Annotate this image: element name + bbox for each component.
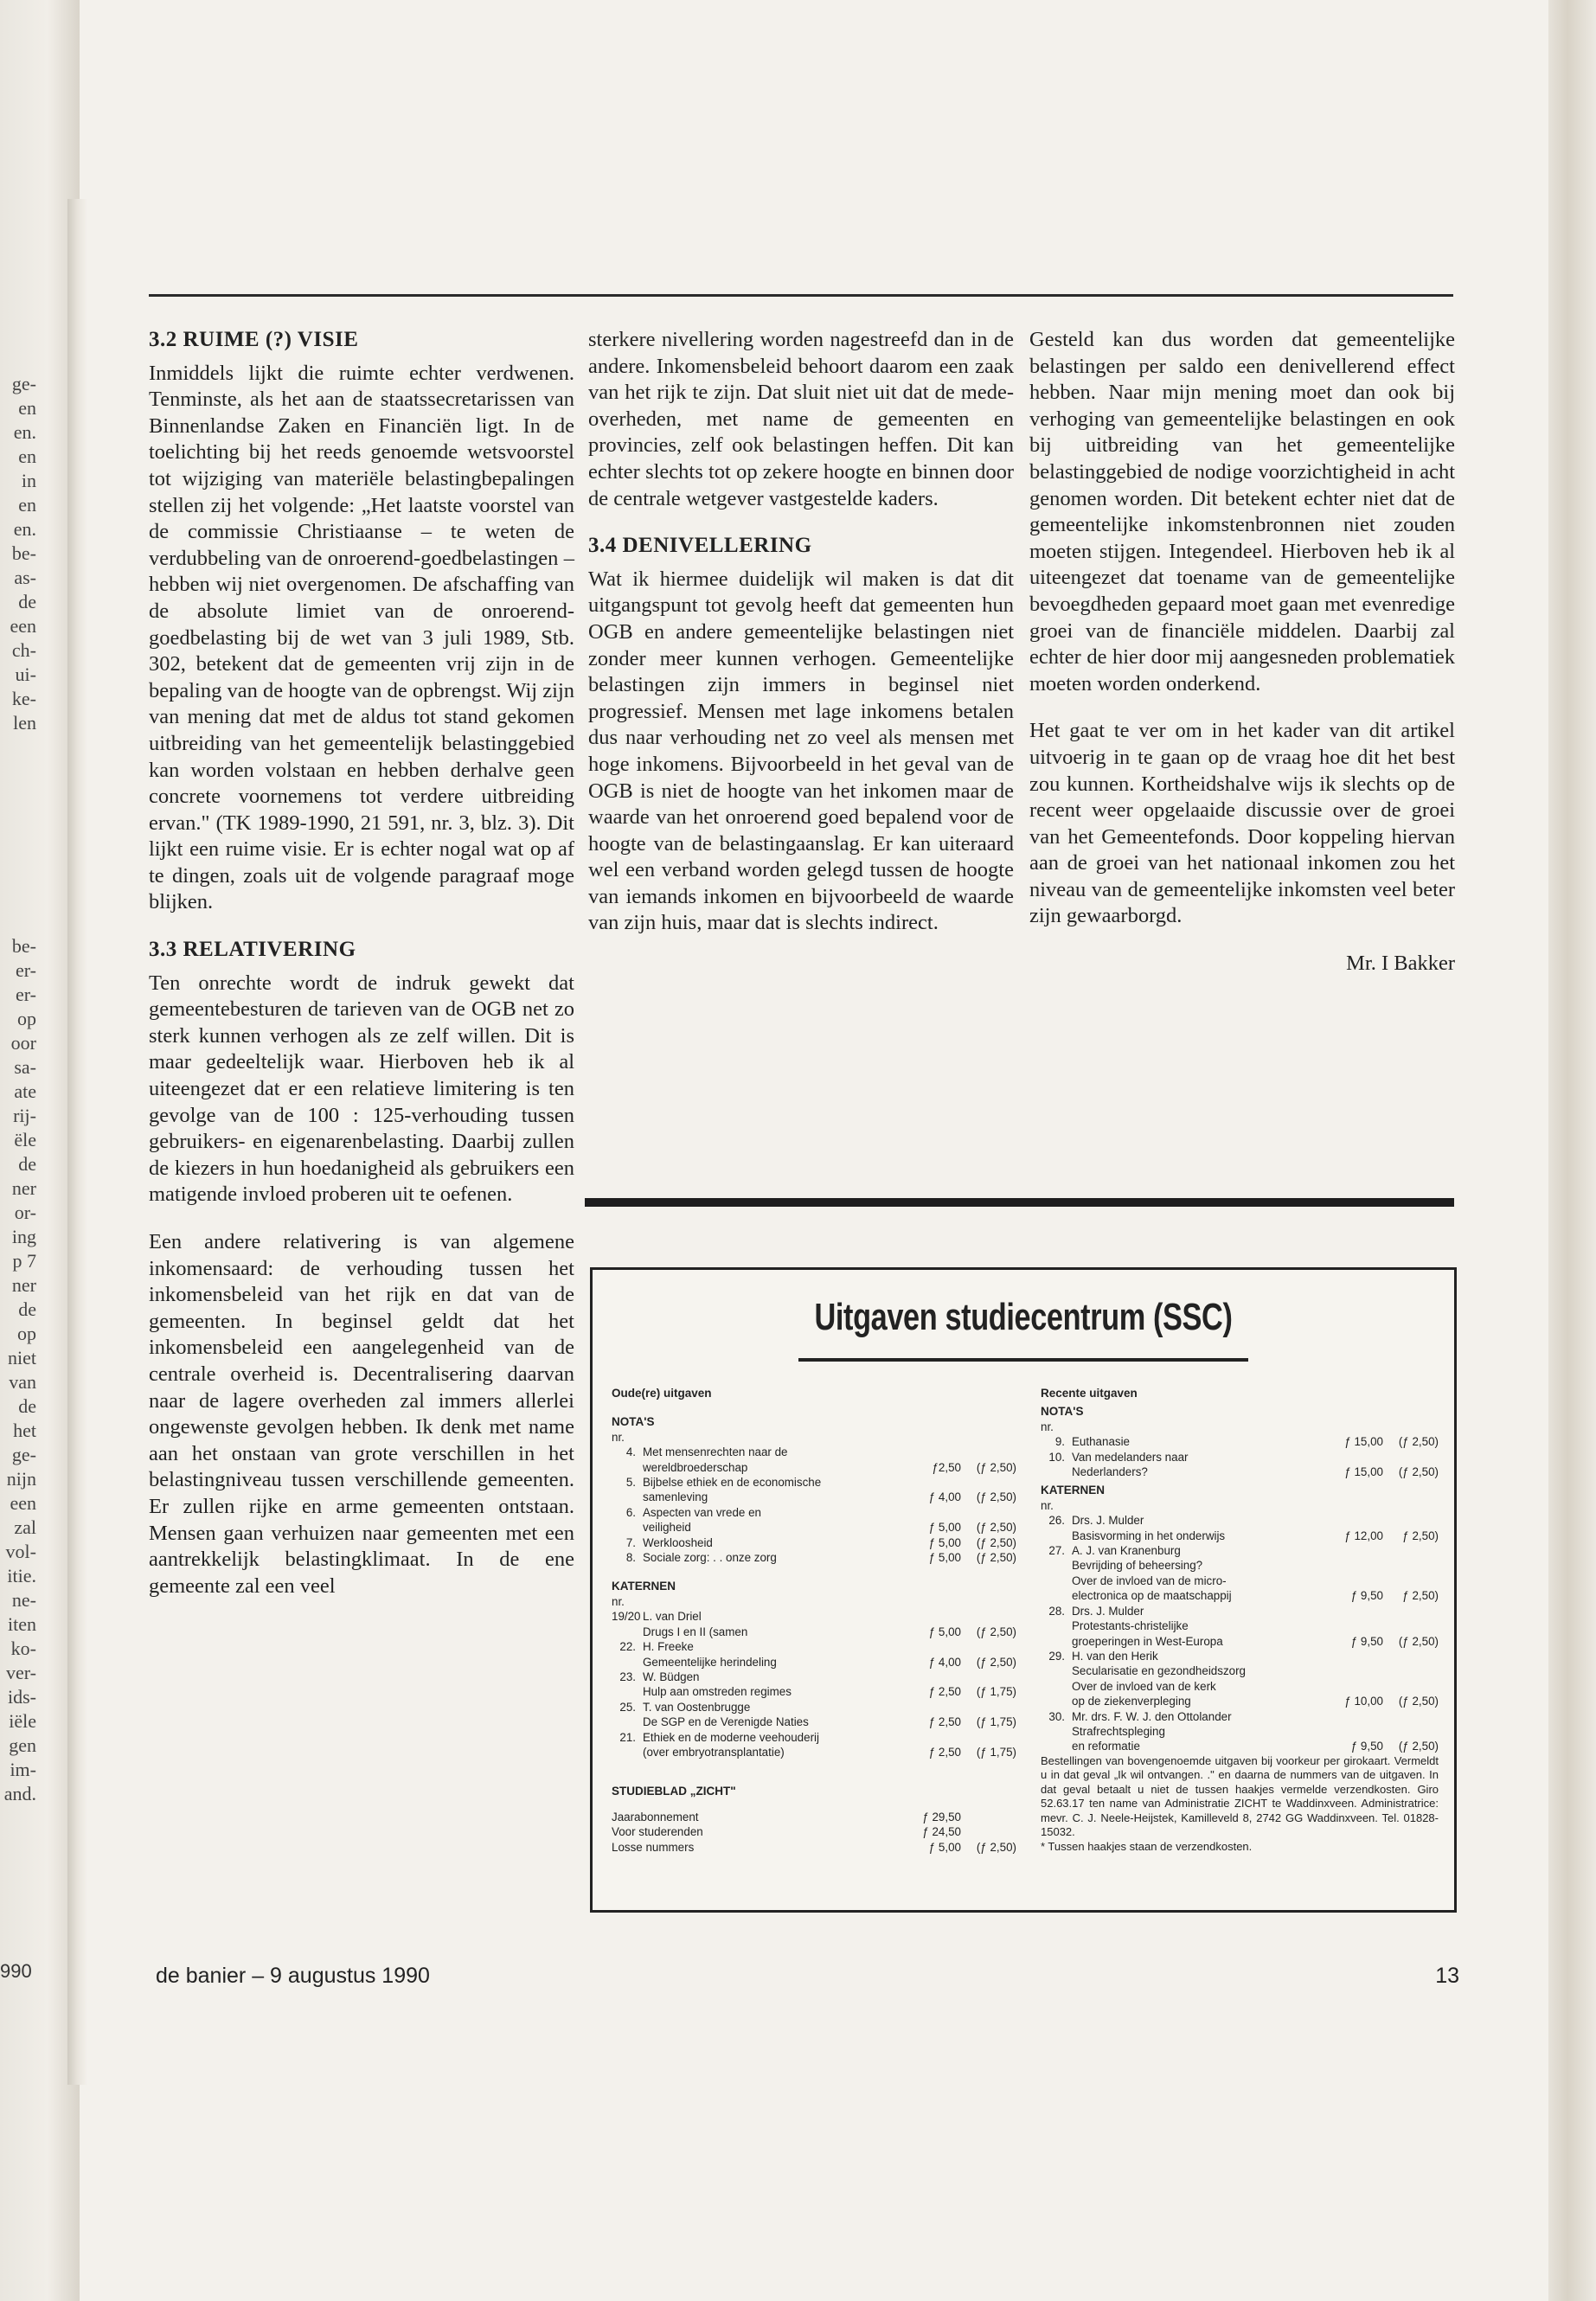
notas-list — [612, 1445, 1016, 1565]
item-title: Secularisatie en gezondheidszorg — [1072, 1664, 1246, 1678]
publication-row — [1041, 1739, 1439, 1753]
item-shipping-cost — [1383, 1709, 1439, 1724]
publication-row — [1041, 1450, 1439, 1465]
item-title: (over embryotransplantatie) — [643, 1745, 785, 1759]
text-fragment: ate — [14, 1080, 36, 1102]
item-number — [612, 1520, 643, 1535]
publication-row — [1041, 1618, 1439, 1633]
item-shipping-cost: (ƒ 2,50) — [976, 1551, 1016, 1565]
publication-row — [612, 1639, 1016, 1654]
item-title: samenleving — [643, 1490, 708, 1504]
item-shipping-cost: (ƒ 2,50) — [976, 1625, 1016, 1638]
text-fragment: ke- — [11, 688, 36, 709]
item-title: De SGP en de Verenigde Naties — [643, 1715, 809, 1729]
item-shipping-cost: (ƒ 2,50) — [976, 1535, 1016, 1549]
item-shipping-cost — [1383, 1450, 1439, 1465]
text-fragment: ids- — [8, 1686, 36, 1708]
text-fragment: im- — [10, 1759, 36, 1780]
text-fragment: er- — [16, 984, 36, 1005]
nr-label: nr. — [1041, 1498, 1054, 1512]
subscription-shipping-cost — [961, 1824, 1016, 1839]
item-title: wereldbroederschap — [643, 1460, 748, 1474]
item-title: Bevrijding of beheersing? — [1072, 1559, 1203, 1573]
item-shipping-cost: (ƒ 2,50) — [976, 1460, 1016, 1474]
item-title: Over de invloed van de kerk — [1072, 1679, 1216, 1693]
list-header: Oude(re) uitgaven — [612, 1387, 712, 1400]
katernen-list — [1041, 1513, 1439, 1754]
item-shipping-cost — [1383, 1649, 1439, 1663]
text-fragment: sa- — [14, 1056, 36, 1078]
item-number: 28. — [1048, 1604, 1065, 1618]
item-price: ƒ 2,50 — [928, 1745, 961, 1759]
item-number — [1041, 1694, 1072, 1708]
item-shipping-cost: (ƒ 2,50) — [1398, 1695, 1439, 1708]
item-number — [612, 1715, 643, 1729]
item-number: 10. — [1048, 1450, 1065, 1464]
item-number — [1041, 1739, 1072, 1753]
item-shipping-cost: (ƒ 2,50) — [976, 1655, 1016, 1669]
item-title: Aspecten van vrede en — [643, 1505, 761, 1519]
publication-row — [1041, 1465, 1439, 1479]
item-shipping-cost — [1383, 1724, 1439, 1739]
studieblad-list — [612, 1810, 1016, 1855]
item-price: ƒ 5,00 — [928, 1625, 961, 1638]
text-fragment: een — [10, 1492, 36, 1514]
section-heading: 3.3 RELATIVERING — [149, 938, 356, 962]
publication-row — [1041, 1724, 1439, 1739]
publication-row — [1041, 1558, 1439, 1573]
studieblad-label: STUDIEBLAD „ZICHT" — [612, 1785, 736, 1798]
subscription-price: ƒ 24,50 — [922, 1825, 961, 1839]
item-title: Hulp aan omstreden regimes — [643, 1685, 792, 1699]
item-shipping-cost: (ƒ 2,50) — [1398, 1634, 1439, 1648]
item-number: 27. — [1048, 1544, 1065, 1558]
publication-row — [612, 1715, 1016, 1729]
publication-row — [612, 1475, 1016, 1490]
publication-row — [612, 1609, 1016, 1624]
item-title: Strafrechtspleging — [1072, 1724, 1165, 1738]
item-price: ƒ 4,00 — [928, 1490, 961, 1504]
item-number — [1041, 1663, 1072, 1678]
list-header: Recente uitgaven — [1041, 1387, 1138, 1400]
item-title: en reformatie — [1072, 1740, 1140, 1753]
publications-box — [590, 1267, 1457, 1913]
publication-row — [1041, 1543, 1439, 1558]
item-price: ƒ2,50 — [932, 1460, 961, 1474]
text-fragment: niet — [8, 1347, 36, 1368]
item-title: Drs. J. Mulder — [1072, 1604, 1144, 1618]
binding-gutter — [67, 199, 88, 2085]
subscription-label: Jaarabonnement — [612, 1810, 699, 1823]
item-title: Sociale zorg: . . onze zorg — [643, 1551, 777, 1565]
text-fragment: de — [18, 591, 36, 612]
author-signature: Mr. I Bakker — [1346, 952, 1455, 976]
item-price — [911, 1730, 961, 1745]
publication-row — [1041, 1634, 1439, 1649]
item-shipping-cost: (ƒ 2,50) — [1398, 1740, 1439, 1753]
item-price: ƒ 2,50 — [928, 1715, 961, 1729]
notas-list — [1041, 1434, 1439, 1479]
text-fragment: vol- — [5, 1541, 36, 1562]
item-price — [1333, 1724, 1383, 1739]
text-fragment: len — [13, 712, 36, 734]
publication-row — [612, 1625, 1016, 1639]
item-shipping-cost — [1383, 1558, 1439, 1573]
item-shipping-cost — [1383, 1604, 1439, 1618]
paragraph: Een andere relativering is van algemene inkomensaard: de verhouding tussen het inkomensbeleid van het rijk en dat van de gemeenten. In beginsel geldt dat het inkomensbeleid een aangelegenheid van de centrale overheid is. Decentralisering daarvan naar de lagere overheden zal immers allerlei ongewenste gevolgen hebben. Ik denk met name aan het onstaan van grote verschillen in het belastingniveau tussen verschillende gemeenten. Er zullen rijke en arme gemeenten ontstaan. Mensen gaan verhuizen naar gemeenten met een aantrekkelijk belastingklimaat. In de ene gemeente zal een veel — [149, 1230, 574, 1598]
publication-row — [612, 1550, 1016, 1565]
item-title: Ethiek en de moderne veehouderij — [643, 1730, 819, 1744]
item-price — [1333, 1649, 1383, 1663]
publication-row — [1041, 1694, 1439, 1708]
item-price — [911, 1639, 961, 1654]
item-shipping-cost — [961, 1445, 1016, 1459]
katernen-label: KATERNEN — [612, 1580, 676, 1593]
text-fragment: rij- — [13, 1105, 36, 1126]
publication-row — [612, 1505, 1016, 1520]
notas-label: NOTA'S — [1041, 1405, 1084, 1419]
item-number: 23. — [619, 1670, 636, 1683]
top-rule — [149, 294, 1453, 297]
text-fragment: ing — [11, 1226, 36, 1247]
item-shipping-cost — [961, 1475, 1016, 1490]
item-title: T. van Oostenbrugge — [643, 1700, 751, 1714]
text-fragment: ui- — [15, 663, 36, 685]
item-title: W. Büdgen — [643, 1670, 700, 1683]
subscription-row — [612, 1810, 1016, 1824]
text-fragment: ële — [14, 1129, 36, 1150]
publication-row — [1041, 1709, 1439, 1724]
publication-row — [1041, 1574, 1439, 1588]
item-number: 19/20 — [612, 1610, 641, 1624]
paragraph: Het gaat te ver om in het kader van dit artikel uitvoerig in te gaan op de vraag hoe dit het best zou kunnen. Kortheidshalve wijs ik slechts op de recent weer opgelaaide discussie over de groei van het Gemeentefonds. Door koppeling hiervan aan de groei van het nationaal inkomen zou het niveau van de gemeentelijke inkomsten veel beter zijn gewaarborgd. — [1029, 719, 1455, 928]
item-number: 29. — [1048, 1649, 1065, 1663]
item-number — [612, 1490, 643, 1504]
paragraph: Ten onrechte wordt de indruk gewekt dat gemeentebesturen de tarieven van de OGB net zo sterk kunnen verhogen als ze zelf willen. Dit is maar gedeeltelijk waar. Hierboven heb ik al uiteengezet dat er een relatieve limitering is ten gevolge van de 100 : 125-verhouding tussen gebruikers- en eigenarenbelasting. Daarbij zullen de kiezers in hun hoedanigheid als gebruikers een matigende invloed proberen uit te oefenen. — [149, 971, 574, 1207]
text-fragment: de — [18, 1298, 36, 1320]
text-fragment: gen — [9, 1734, 36, 1756]
recent-publications — [1041, 1382, 1439, 1854]
item-title: Bijbelse ethiek en de economische — [643, 1476, 822, 1490]
item-price — [911, 1670, 961, 1684]
item-price — [911, 1475, 961, 1490]
item-shipping-cost — [961, 1700, 1016, 1715]
nr-label: nr. — [612, 1594, 625, 1608]
item-price — [1333, 1663, 1383, 1678]
item-number — [612, 1625, 643, 1639]
text-fragment: as- — [14, 567, 36, 588]
item-price — [911, 1445, 961, 1459]
item-price — [911, 1700, 961, 1715]
text-fragment: ner — [11, 1274, 36, 1296]
text-fragment: or- — [14, 1202, 36, 1223]
item-price: ƒ 12,00 — [1344, 1529, 1383, 1542]
text-fragment: iële — [9, 1710, 36, 1732]
text-fragment: oor — [10, 1032, 36, 1054]
item-shipping-cost: ƒ 2,50) — [1402, 1589, 1439, 1603]
publication-row — [1041, 1434, 1439, 1449]
text-fragment: and. — [3, 1783, 36, 1804]
nr-label: nr. — [1041, 1420, 1054, 1433]
paragraph: Inmiddels lijkt die ruimte echter verdwenen. Tenminste, als het aan de staatssecretarissen van Binnenlandse Zaken en Financiën ligt. In de toelichting bij het reeds genoemde wetsvoorstel tot wijziging van materiële belastingbepalingen stellen zij het volgende: „Het laatste voorstel van de commissie Christiaanse – te weten de verdubbeling van de onroerend-goedbelastingen – hebben wij niet overgenomen. De afschaffing van de absolute limiet van de onroerend-goedbelasting bij de wet van 3 juli 1989, Stb. 302, betekent dat de gemeenten vrij zijn in de bepaling van de hoogte van de opbrengst. Wij zijn van mening dat met de aldus tot stand gekomen uitbreiding van het gemeentelijk belastinggebied kan worden volstaan en hebben derhalve geen concrete voornemens tot verdere uitbreiding ervan." (TK 1989-1990, 21 591, nr. 3, blz. 3). Dit lijkt een ruime visie. Er is echter nogal wat op af te dingen, zoals uit de volgende paragraaf moge blijken. — [149, 361, 574, 914]
text-fragment: be- — [11, 542, 36, 564]
text-fragment: en. — [13, 518, 36, 540]
nr-label: nr. — [612, 1430, 625, 1444]
item-number — [612, 1655, 643, 1670]
katernen-label: KATERNEN — [1041, 1484, 1105, 1497]
item-title: H. Freeke — [643, 1640, 694, 1654]
item-shipping-cost — [1383, 1679, 1439, 1694]
item-price — [1333, 1513, 1383, 1528]
item-number: 8. — [625, 1551, 636, 1565]
text-fragment: de — [18, 1153, 36, 1175]
item-title: veiligheid — [643, 1521, 691, 1535]
item-title: A. J. van Kranenburg — [1072, 1544, 1181, 1558]
subscription-label: Losse nummers — [612, 1840, 695, 1854]
publication-row — [1041, 1529, 1439, 1543]
text-fragment: op — [17, 1008, 36, 1029]
item-title: Basisvorming in het onderwijs — [1072, 1529, 1226, 1542]
item-number — [1041, 1724, 1072, 1739]
text-fragment: ge- — [11, 1444, 36, 1465]
item-title: H. van den Herik — [1072, 1649, 1158, 1663]
item-price: ƒ 5,00 — [928, 1521, 961, 1535]
text-fragment: ge- — [11, 373, 36, 394]
column-2 — [588, 327, 1014, 958]
item-price — [1333, 1574, 1383, 1588]
item-shipping-cost: (ƒ 2,50) — [1398, 1435, 1439, 1449]
publication-row — [1041, 1649, 1439, 1663]
publication-row — [612, 1520, 1016, 1535]
item-shipping-cost: (ƒ 1,75) — [976, 1715, 1016, 1729]
text-fragment: ner — [11, 1177, 36, 1199]
item-title: L. van Driel — [643, 1610, 702, 1624]
item-title: op de ziekenverpleging — [1072, 1695, 1191, 1708]
text-fragment: in — [21, 470, 36, 491]
column-3 — [1029, 327, 1455, 977]
item-title: Drugs I en II (samen — [643, 1625, 748, 1638]
publication-row — [612, 1460, 1016, 1475]
subscription-shipping-cost — [961, 1810, 1016, 1824]
item-number: 4. — [625, 1445, 636, 1459]
item-number: 26. — [1048, 1514, 1065, 1528]
previous-page-text-fragments — [0, 372, 36, 735]
item-price — [1333, 1709, 1383, 1724]
item-number — [1041, 1558, 1072, 1573]
item-price — [911, 1609, 961, 1624]
item-price — [911, 1505, 961, 1520]
title-underline — [798, 1358, 1248, 1362]
item-price: ƒ 15,00 — [1344, 1465, 1383, 1479]
item-shipping-cost: (ƒ 2,50) — [1398, 1465, 1439, 1479]
footer-publication: de banier – 9 augustus 1990 — [156, 1964, 430, 1988]
publication-row — [612, 1730, 1016, 1745]
publication-row — [1041, 1513, 1439, 1528]
item-number: 6. — [625, 1505, 636, 1519]
item-shipping-cost: ƒ 2,50) — [1402, 1529, 1439, 1542]
item-shipping-cost: (ƒ 2,50) — [976, 1521, 1016, 1535]
order-instructions: Bestellingen van bovengenoemde uitgaven bij voorkeur per girokaart. Vermeldt u in dat geval „Ik wil ontvangen. ." en daarna de nummers van de uitgaven. In dat geval betaalt u niet de tussen haakjes vermelde verzendkosten. Giro 52.63.17 ten name van Administratie ZICHT te Waddinxveen. Administratrice: mevr. C. J. Neele-Heijstek, Kamilleveld 8, 2742 GG Waddinxveen. Tel. 01828-15032. — [1041, 1753, 1439, 1839]
text-fragment: zal — [14, 1516, 36, 1538]
item-price — [1333, 1450, 1383, 1465]
item-price: ƒ 5,00 — [928, 1551, 961, 1565]
text-fragment: itie. — [7, 1565, 36, 1586]
subscription-label: Voor studerenden — [612, 1825, 703, 1839]
item-shipping-cost — [1383, 1543, 1439, 1558]
section-heading: 3.4 DENIVELLERING — [588, 534, 812, 558]
text-fragment: en — [18, 445, 36, 467]
publication-row — [612, 1745, 1016, 1759]
column-1 — [149, 327, 574, 1620]
publication-row — [612, 1445, 1016, 1459]
item-shipping-cost — [961, 1639, 1016, 1654]
item-title: Over de invloed van de micro- — [1072, 1574, 1227, 1587]
publication-row — [1041, 1604, 1439, 1618]
text-fragment: op — [17, 1323, 36, 1344]
text-fragment: nijn — [6, 1468, 36, 1490]
item-price: ƒ 4,00 — [928, 1655, 961, 1669]
previous-page-number: 990 — [0, 1960, 32, 1982]
publication-row — [612, 1535, 1016, 1550]
item-price — [1333, 1558, 1383, 1573]
text-fragment: iten — [8, 1613, 36, 1635]
item-shipping-cost — [1383, 1574, 1439, 1588]
text-fragment: be- — [11, 935, 36, 957]
paragraph: Wat ik hiermee duidelijk wil maken is dat dit uitgangspunt tot gevolg heeft dat gemeenten hun OGB en andere gemeentelijke belastingen niet zonder meer kunnen verhogen. Gemeentelijke belastingen zijn immers in beginsel niet progressief. Mensen met lage inkomens betalen dus naar verhouding net zo veel als mensen met hoge inkomens. Bijvoorbeeld in het geval van de OGB is niet de hoogte van het inkomen maar de waarde van het onroerend goed bepalend voor de hoogte van de belastingaanslag. Er kan uiteraard wel een verband worden gelegd tussen de hoogte van iemands inkomen en bijvoorbeeld de waarde van zijn huis, maar dat is slechts indirect. — [588, 567, 1014, 935]
item-title: Protestants-christelijke — [1072, 1619, 1189, 1633]
item-shipping-cost — [961, 1505, 1016, 1520]
item-number: 9. — [1054, 1435, 1065, 1449]
footnote: * Tussen haakjes staan de verzendkosten. — [1041, 1839, 1253, 1853]
item-title: groeperingen in West-Europa — [1072, 1634, 1223, 1648]
text-fragment: van — [9, 1371, 36, 1393]
item-number — [1041, 1529, 1072, 1543]
item-title: Van medelanders naar — [1072, 1450, 1189, 1464]
page-stack-edge — [1548, 0, 1596, 2301]
item-title: Drs. J. Mulder — [1072, 1514, 1144, 1528]
item-shipping-cost: (ƒ 1,75) — [976, 1685, 1016, 1699]
text-fragment: een — [10, 615, 36, 637]
publication-row — [612, 1684, 1016, 1699]
text-fragment: en — [18, 397, 36, 419]
text-fragment: ne- — [11, 1589, 36, 1611]
item-price: ƒ 5,00 — [928, 1535, 961, 1549]
notas-label: NOTA'S — [612, 1415, 655, 1429]
publication-row — [612, 1655, 1016, 1670]
text-fragment: de — [18, 1395, 36, 1417]
box-title: Uitgaven studiecentrum (SSC) — [814, 1296, 1233, 1338]
item-price: ƒ 9,50 — [1350, 1589, 1383, 1603]
previous-page-text-fragments — [0, 934, 36, 1806]
item-price: ƒ 10,00 — [1344, 1695, 1383, 1708]
text-fragment: het — [13, 1420, 36, 1441]
text-fragment: p 7 — [12, 1250, 36, 1272]
item-number — [1041, 1465, 1072, 1479]
publication-row — [1041, 1588, 1439, 1603]
publication-row — [1041, 1663, 1439, 1678]
item-number: 7. — [625, 1535, 636, 1549]
item-price: ƒ 9,50 — [1350, 1740, 1383, 1753]
item-price — [1333, 1604, 1383, 1618]
item-number: 5. — [625, 1476, 636, 1490]
publication-row — [612, 1670, 1016, 1684]
item-price: ƒ 15,00 — [1344, 1435, 1383, 1449]
item-number — [1041, 1618, 1072, 1633]
item-number — [1041, 1574, 1072, 1588]
item-title: Gemeentelijke herindeling — [643, 1655, 777, 1669]
older-publications — [612, 1382, 1016, 1855]
text-fragment: ko- — [10, 1638, 36, 1659]
text-fragment: en — [18, 494, 36, 516]
page-number: 13 — [1435, 1964, 1459, 1988]
item-shipping-cost — [961, 1609, 1016, 1624]
katernen-list — [612, 1609, 1016, 1759]
item-shipping-cost — [961, 1670, 1016, 1684]
subscription-price: ƒ 29,50 — [922, 1810, 961, 1823]
item-shipping-cost: (ƒ 2,50) — [976, 1490, 1016, 1504]
section-heading: 3.2 RUIME (?) VISIE — [149, 328, 359, 351]
subscription-row — [612, 1840, 1016, 1855]
item-number — [612, 1460, 643, 1475]
item-number — [612, 1684, 643, 1699]
section-divider — [585, 1198, 1454, 1207]
item-title: Werkloosheid — [643, 1535, 713, 1549]
item-price — [1333, 1618, 1383, 1633]
paragraph: sterkere nivellering worden nagestreefd dan in de andere. Inkomensbeleid behoort daarom een zaak van het rijk te zijn. Dat sluit niet uit dat de mede-overheden, met name de gemeenten en provincies, zelf ook belastingen heffen. Dit kan echter slechts tot op zekere hoogte en binnen door de centrale wetgever vastgestelde kaders. — [588, 328, 1014, 510]
subscription-shipping-cost: (ƒ 2,50) — [976, 1840, 1016, 1854]
item-shipping-cost: (ƒ 1,75) — [976, 1745, 1016, 1759]
item-shipping-cost — [1383, 1513, 1439, 1528]
text-fragment: ch- — [11, 639, 36, 661]
item-number — [1041, 1679, 1072, 1694]
item-price — [1333, 1679, 1383, 1694]
item-price: ƒ 2,50 — [928, 1685, 961, 1699]
item-number: 22. — [619, 1640, 636, 1654]
item-price — [1333, 1543, 1383, 1558]
text-fragment: en. — [13, 421, 36, 443]
text-fragment: er- — [16, 959, 36, 981]
item-number: 25. — [619, 1700, 636, 1714]
item-shipping-cost — [1383, 1618, 1439, 1633]
item-number — [1041, 1634, 1072, 1649]
publication-row — [1041, 1679, 1439, 1694]
item-number — [612, 1745, 643, 1759]
item-title: Mr. drs. F. W. J. den Ottolander — [1072, 1709, 1232, 1723]
item-title: electronica op de maatschappij — [1072, 1589, 1232, 1603]
publication-row — [612, 1490, 1016, 1504]
item-number: 30. — [1048, 1709, 1065, 1723]
item-shipping-cost — [1383, 1663, 1439, 1678]
subscription-price: ƒ 5,00 — [928, 1840, 961, 1854]
item-number: 21. — [619, 1730, 636, 1744]
subscription-row — [612, 1824, 1016, 1839]
text-fragment: ver- — [6, 1662, 36, 1683]
item-title: Met mensenrechten naar de — [643, 1445, 788, 1459]
publication-row — [612, 1700, 1016, 1715]
item-title: Euthanasie — [1072, 1435, 1131, 1449]
paragraph: Gesteld kan dus worden dat gemeentelijke belastingen per saldo een denivellerend effect hebben. Naar mijn mening moet dan ook bij verhoging van gemeentelijke belastingen en ook bij uitbreiding van het gemeentelijke belastinggebied de nodige voorzichtigheid in acht genomen worden. Dit betekent echter niet dat de gemeentelijke inkomstenbronnen niet zouden moeten stijgen. Integendeel. Hierboven heb ik al uiteengezet dat toename van de gemeentelijke bevoegdheden gepaard moet gaan met evenredige groei van de financiële middelen. Daarbij zal echter de hier door mij aangesneden problematiek moeten worden onderkend. — [1029, 328, 1455, 695]
item-number — [1041, 1588, 1072, 1603]
item-shipping-cost — [961, 1730, 1016, 1745]
item-price: ƒ 9,50 — [1350, 1634, 1383, 1648]
item-title: Nederlanders? — [1072, 1465, 1148, 1479]
